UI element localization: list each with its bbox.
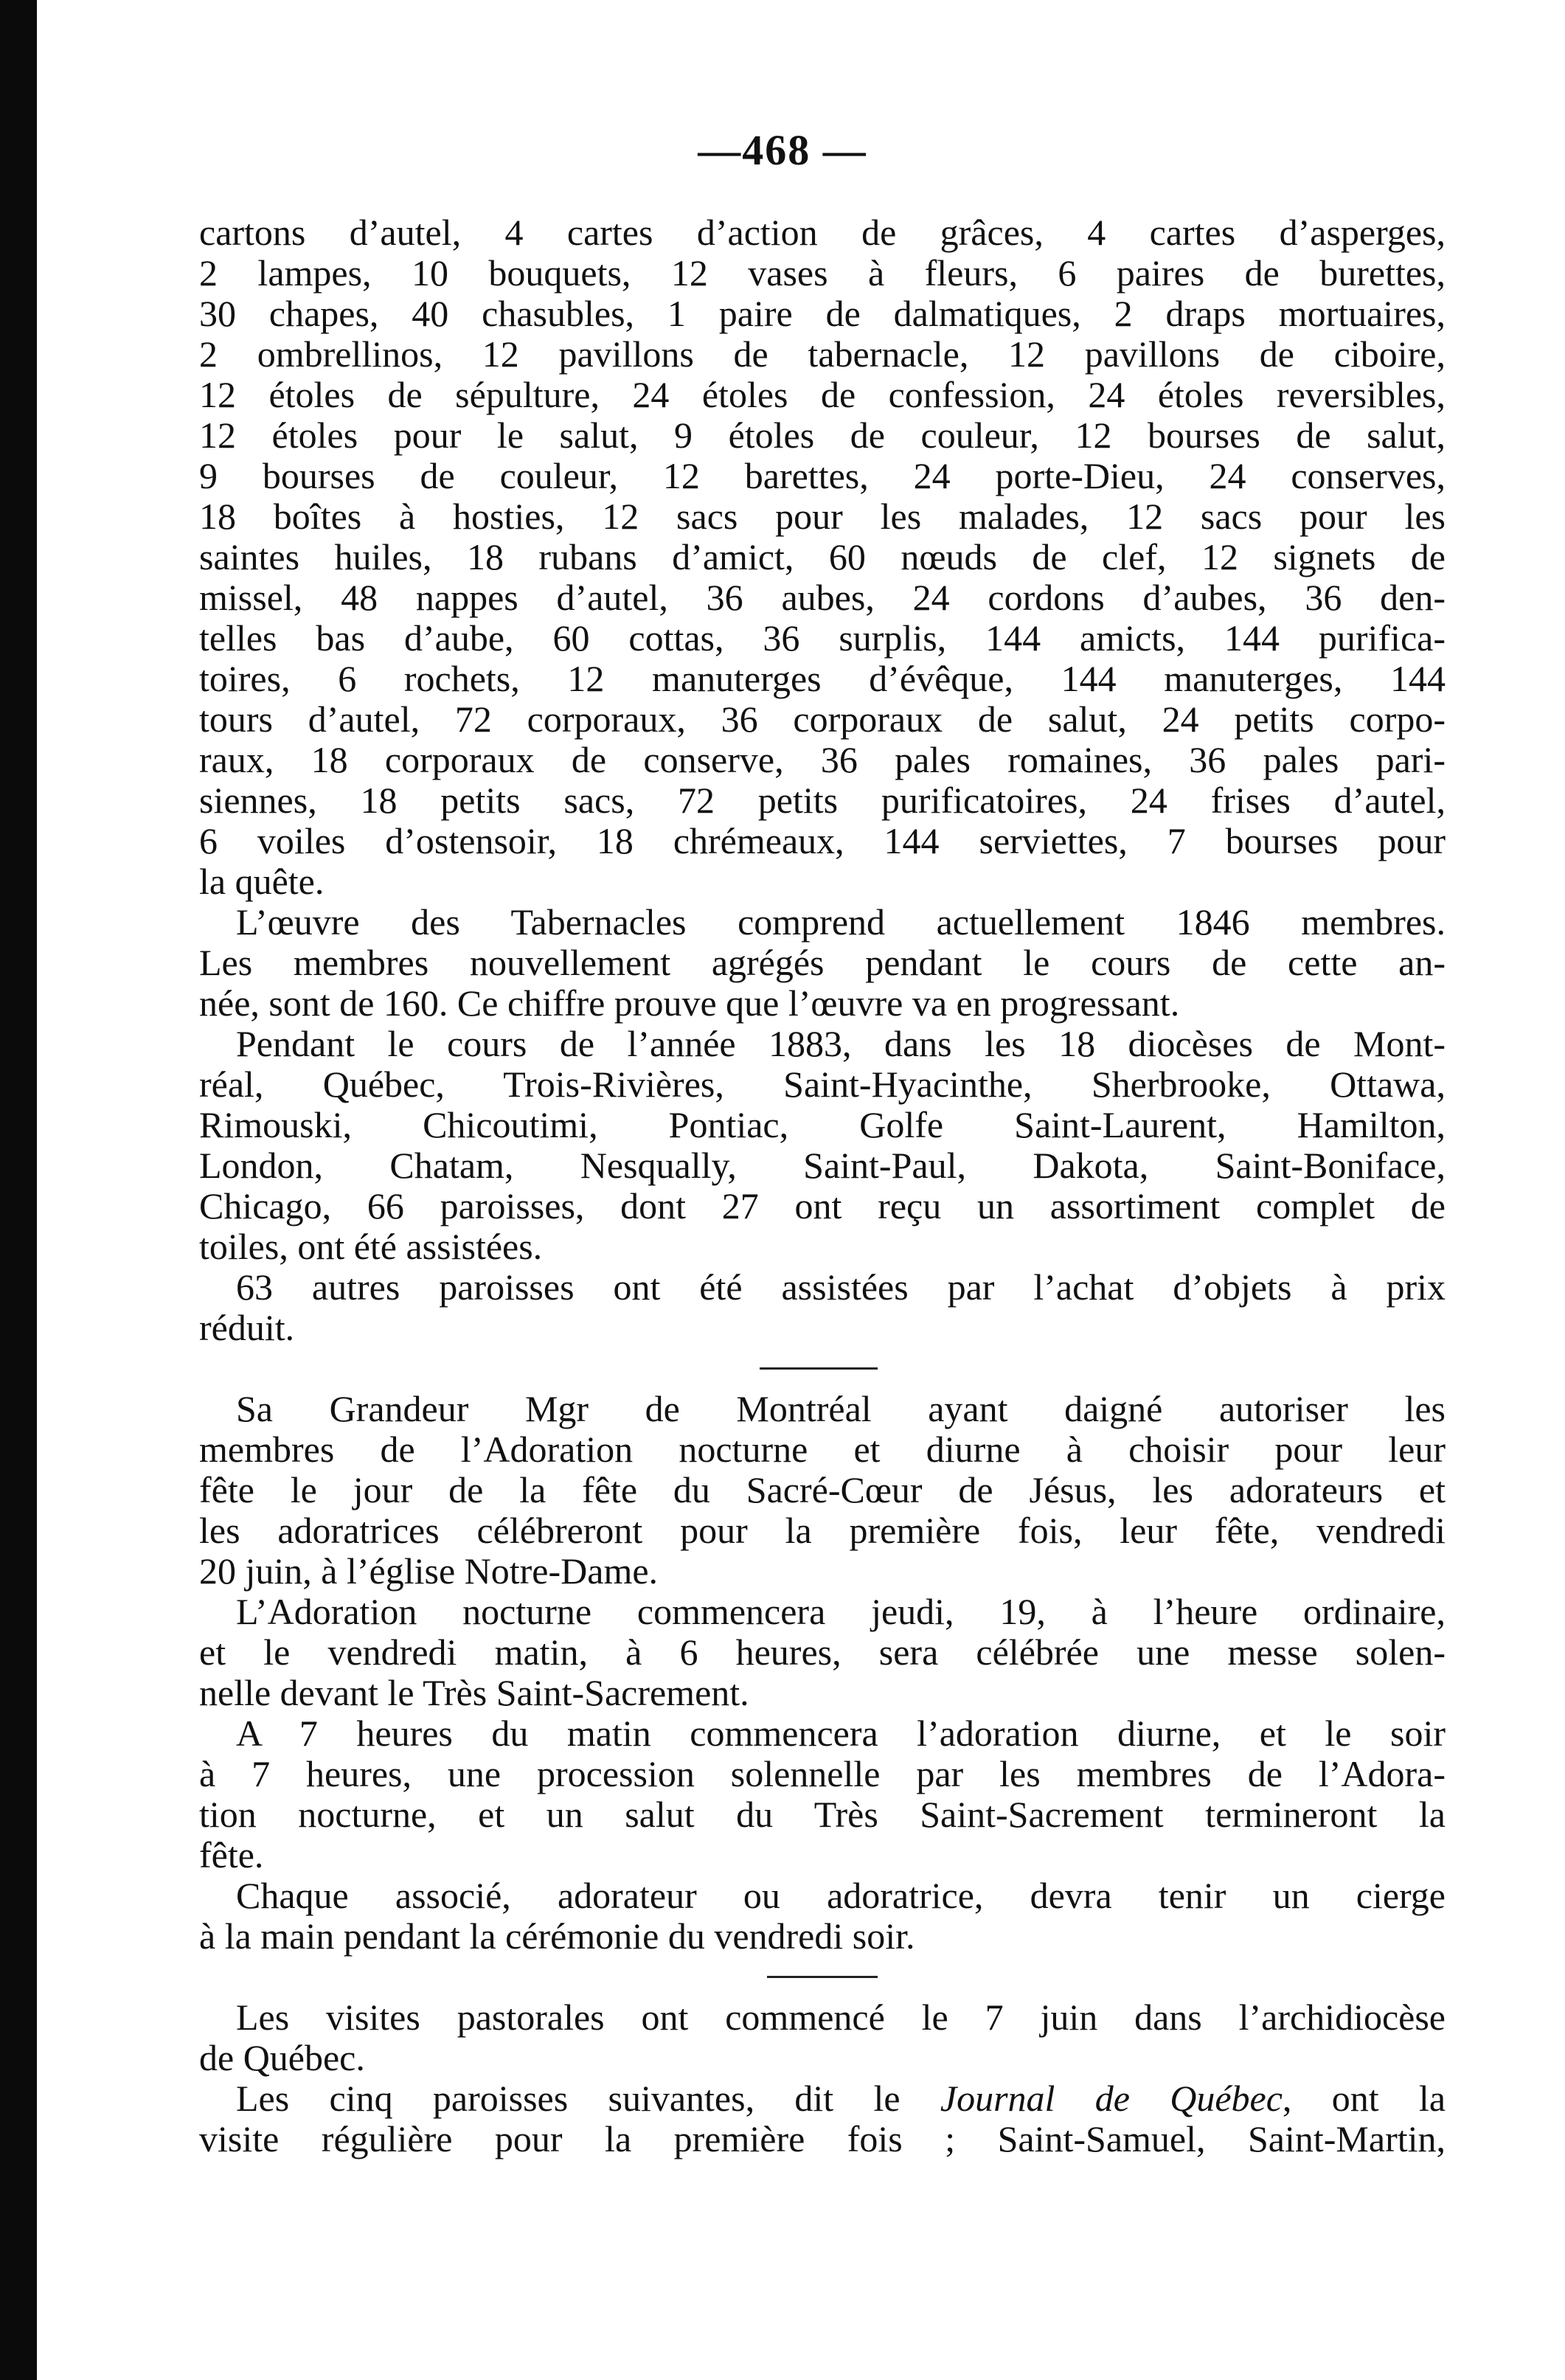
page-binding-edge <box>0 0 37 2380</box>
text-line: toiles, ont été assistées. <box>199 1226 543 1267</box>
text-line: Les membres nouvellement agrégés pendant le cours de cette an- <box>199 942 1446 983</box>
paragraph <box>199 1997 1446 2078</box>
paragraph <box>199 902 1446 1024</box>
text-line: 2 lampes, 10 bouquets, 12 vases à fleurs, 6 paires de burettes, <box>199 252 1446 294</box>
paragraph <box>199 2078 1446 2159</box>
text-line: tion nocturne, et un salut du Très Saint-Sacrement termineront la <box>199 1794 1446 1835</box>
paragraph <box>199 1592 1446 1713</box>
text-line: fête. <box>199 1834 264 1876</box>
text-line: de Québec. <box>199 2037 365 2078</box>
text-line: à la main pendant la cérémonie du vendredi soir. <box>199 1915 915 1957</box>
text-line: 12 étoles pour le salut, 9 étoles de couleur, 12 bourses de salut, <box>199 414 1446 456</box>
text-line: saintes huiles, 18 rubans d’amict, 60 nœuds de clef, 12 signets de <box>199 536 1446 577</box>
paragraph <box>199 1389 1446 1592</box>
text-line: réal, Québec, Trois-Rivières, Saint-Hyacinthe, Sherbrooke, Ottawa, <box>199 1064 1446 1105</box>
document-body <box>199 212 1446 2159</box>
section-separator <box>199 1348 1446 1389</box>
text-line: missel, 48 nappes d’autel, 36 aubes, 24 cordons d’aubes, 36 den- <box>199 577 1446 618</box>
paragraph <box>199 1024 1446 1267</box>
text-line: toires, 6 rochets, 12 manuterges d’évêque, 144 manuterges, 144 <box>199 658 1446 699</box>
text-line: Sa Grandeur Mgr de Montréal ayant daigné autoriser les <box>236 1388 1446 1429</box>
text-line: 9 bourses de couleur, 12 barettes, 24 porte-Dieu, 24 conserves, <box>199 455 1446 496</box>
text-line: tours d’autel, 72 corporaux, 36 corporaux de salut, 24 petits corpo- <box>199 698 1446 740</box>
text-line: London, Chatam, Nesqually, Saint-Paul, Dakota, Saint-Boniface, <box>199 1145 1446 1186</box>
text-line: nelle devant le Très Saint-Sacrement. <box>199 1672 749 1713</box>
text-line: Chaque associé, adorateur ou adoratrice, devra tenir un cierge <box>236 1875 1446 1916</box>
text-line: raux, 18 corporaux de conserve, 36 pales romaines, 36 pales pari- <box>199 739 1446 780</box>
paragraph <box>199 212 1446 902</box>
text-line: les adoratrices célébreront pour la première fois, leur fête, vendredi <box>199 1510 1446 1551</box>
text-line: visite régulière pour la première fois ; Saint-Samuel, Saint-Martin, <box>199 2118 1446 2159</box>
section-separator <box>199 1957 1446 1997</box>
text-line: fête le jour de la fête du Sacré-Cœur de Jésus, les adorateurs et <box>199 1469 1446 1510</box>
text-line: Pendant le cours de l’année 1883, dans les 18 diocèses de Mont- <box>236 1023 1446 1064</box>
text-line: Rimouski, Chicoutimi, Pontiac, Golfe Saint-Laurent, Hamilton, <box>199 1104 1446 1145</box>
text-line: A 7 heures du matin commencera l’adoration diurne, et le soir <box>236 1713 1446 1754</box>
separator-rule <box>760 1367 878 1370</box>
text-line: la quête. <box>199 861 325 902</box>
paragraph <box>199 1713 1446 1876</box>
text-line: Chicago, 66 paroisses, dont 27 ont reçu un assortiment complet de <box>199 1185 1446 1227</box>
text-line: siennes, 18 petits sacs, 72 petits purificatoires, 24 frises d’autel, <box>199 780 1446 821</box>
text-line: 30 chapes, 40 chasubles, 1 paire de dalmatiques, 2 draps mortuaires, <box>199 293 1446 334</box>
page-number: —468 — <box>698 126 867 174</box>
text-line: 63 autres paroisses ont été assistées par l’achat d’objets à prix <box>236 1266 1446 1308</box>
text-line: cartons d’autel, 4 cartes d’action de grâces, 4 cartes d’asperges, <box>199 212 1446 253</box>
text-line: L’œuvre des Tabernacles comprend actuellement 1846 membres. <box>236 901 1446 943</box>
text-line: à 7 heures, une procession solennelle par les membres de l’Adora- <box>199 1753 1446 1794</box>
text-line: 18 boîtes à hosties, 12 sacs pour les malades, 12 sacs pour les <box>199 496 1446 537</box>
text-line: telles bas d’aube, 60 cottas, 36 surplis, 144 amicts, 144 purifica- <box>199 617 1446 659</box>
text-line: réduit. <box>199 1307 295 1348</box>
text-line: et le vendredi matin, à 6 heures, sera célébrée une messe solen- <box>199 1631 1446 1673</box>
text-line: membres de l’Adoration nocturne et diurne à choisir pour leur <box>199 1429 1446 1470</box>
text-line: L’Adoration nocturne commencera jeudi, 19, à l’heure ordinaire, <box>236 1591 1446 1632</box>
text-line: 6 voiles d’ostensoir, 18 chrémeaux, 144 serviettes, 7 bourses pour <box>199 820 1446 861</box>
paragraph <box>199 1267 1446 1348</box>
text-line: née, sont de 160. Ce chiffre prouve que l’œuvre va en progressant. <box>199 982 1180 1024</box>
journal-title: Journal de Québec <box>940 2078 1283 2119</box>
separator-rule <box>767 1976 878 1978</box>
paragraph <box>199 1876 1446 1957</box>
text-line: Les visites pastorales ont commencé le 7 juin dans l’archidiocèse <box>236 1996 1446 2038</box>
text-line: 20 juin, à l’église Notre-Dame. <box>199 1550 659 1592</box>
text-line: 12 étoles de sépulture, 24 étoles de confession, 24 étoles reversibles, <box>199 374 1446 415</box>
text-line: Les cinq paroisses suivantes, dit le Journal de Québec, ont la <box>236 2078 1446 2119</box>
text-line: 2 ombrellinos, 12 pavillons de tabernacle, 12 pavillons de ciboire, <box>199 333 1446 375</box>
